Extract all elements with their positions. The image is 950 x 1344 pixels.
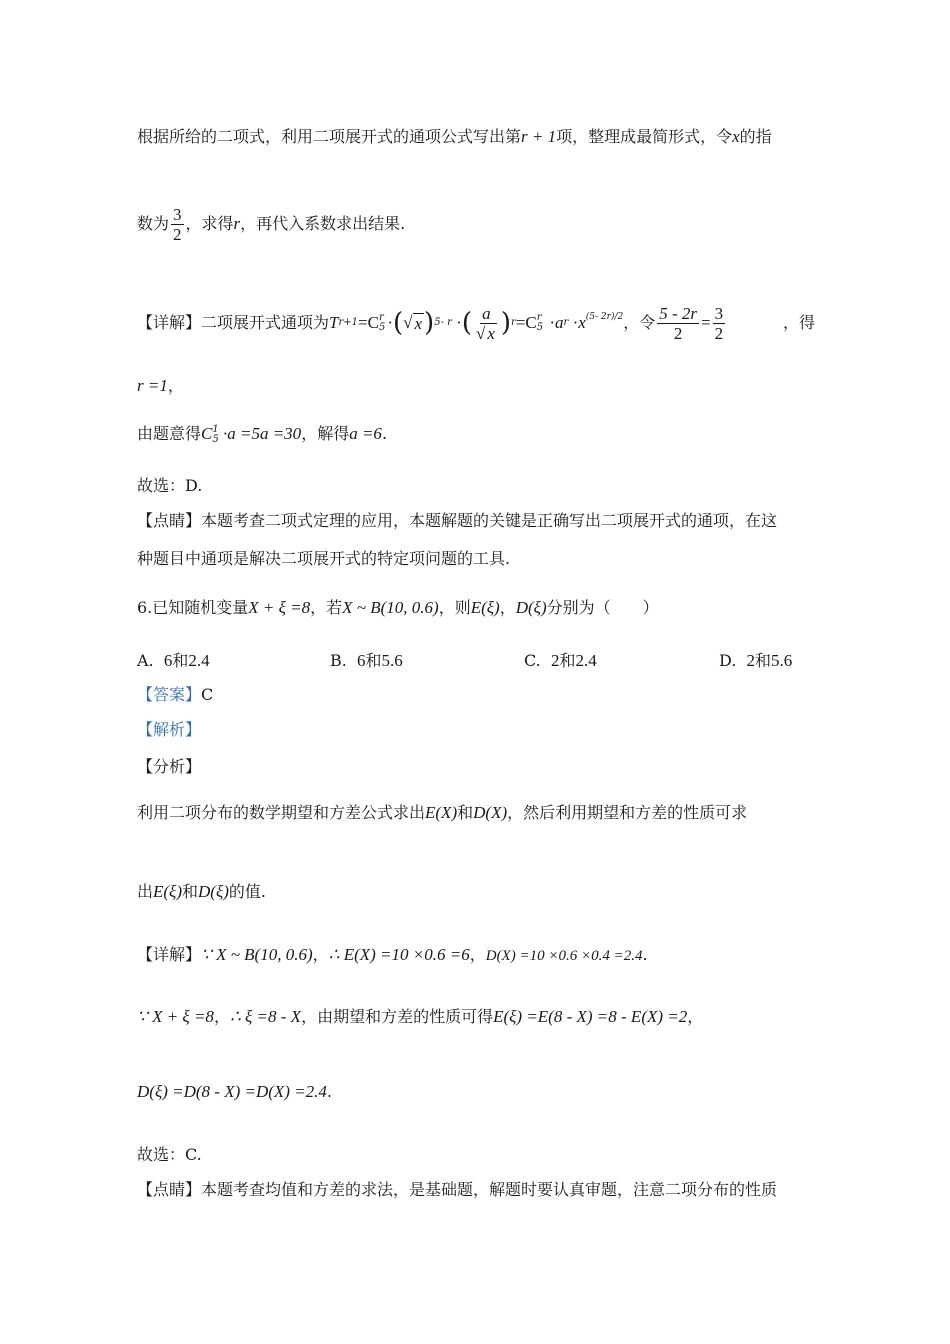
answer-line: 【答案】C [137,685,214,704]
choice-d-line: 故选：D. [137,476,203,495]
fenxi-line-2: 出E(ξ)和D(ξ)的值. [137,882,267,901]
option-d[interactable]: D. 2和5.6 [719,651,793,670]
analysis-line-1: 根据所给的二项式，利用二项展开式的通项公式写出第r + 1项，整理成最简形式，令x的指 [137,127,772,146]
answer-label: 【答案】 [137,685,202,704]
detail-line-1: 【详解】∵ X ~ B(10, 0.6)，∴ E(X) =10 ×0.6 =6，D(X) =10 ×0.6 ×0.4 =2.4. [137,945,648,964]
detail-line-3: D(ξ) =D(8 - X) =D(X) =2.4. [137,1082,333,1101]
detail-formula-line: 【详解】二项展开式通项为 T r+1 =C r 5 · ( √ x ) 5- r · ( $\frac{a}{√ x}$ ) r =C r 5 · a r · x $^{(5- 2r)/2}$ ，令 $\frac{5 - 2r}{2}$ = $\frac{3}{2}$ ，得 [137,303,815,343]
option-b[interactable]: B. 6和5.6 [330,651,403,670]
detail-r-value: r =1， [137,376,184,395]
analysis-heading: 【解析】 [137,720,202,739]
math-r-plus-1: r + 1 [521,127,557,146]
detail-line-2: ∵ X + ξ =8，∴ ξ =8 - X，由期望和方差的性质可得E(ξ) =E(8 - X) =8 - E(X) =2， [137,1007,704,1026]
math-x: x [732,127,740,146]
detail-solve-a: 由题意得C 1 5 ·a =5a =30，解得a =6. [137,423,388,445]
fenxi-line-1: 利用二项分布的数学期望和方差公式求出E(X)和D(X)，然后利用期望和方差的性质可求 [137,803,748,822]
analysis-line-2: 数为 $\frac{3}{2}$ ，求得r，再代入系数求出结果. [137,205,406,244]
comment-line-1: 【点睛】本题考查二项式定理的应用，本题解题的关键是正确写出二项展开式的通项，在这 [137,511,778,530]
option-c[interactable]: C. 2和2.4 [524,651,597,670]
comment-line-3: 【点睛】本题考查均值和方差的求法，是基础题，解题时要认真审题，注意二项分布的性质 [137,1180,778,1199]
choice-c-line: 故选：C. [137,1145,202,1164]
fraction-5-minus-2r-over-2: $\frac{5 - 2r}{2}$ [659,303,698,343]
fraction-a-over-sqrt-x: $\frac{a}{√ x}$ [475,303,495,343]
comment-line-2: 种题目中通项是解决二项展开式的特定项问题的工具. [137,549,511,568]
fenxi-heading: 【分析】 [137,757,202,776]
question-6: 6.已知随机变量X + ξ =8，若X ~ B(10, 0.6)，则E(ξ)，D(ξ)分别为（ ） [137,598,659,617]
option-a[interactable]: A. 6和2.4 [137,651,210,670]
fraction-3-over-2: $\frac{3}{2}$ [714,303,724,343]
fraction-three-halves: $\frac{3}{2}$ [173,205,182,244]
